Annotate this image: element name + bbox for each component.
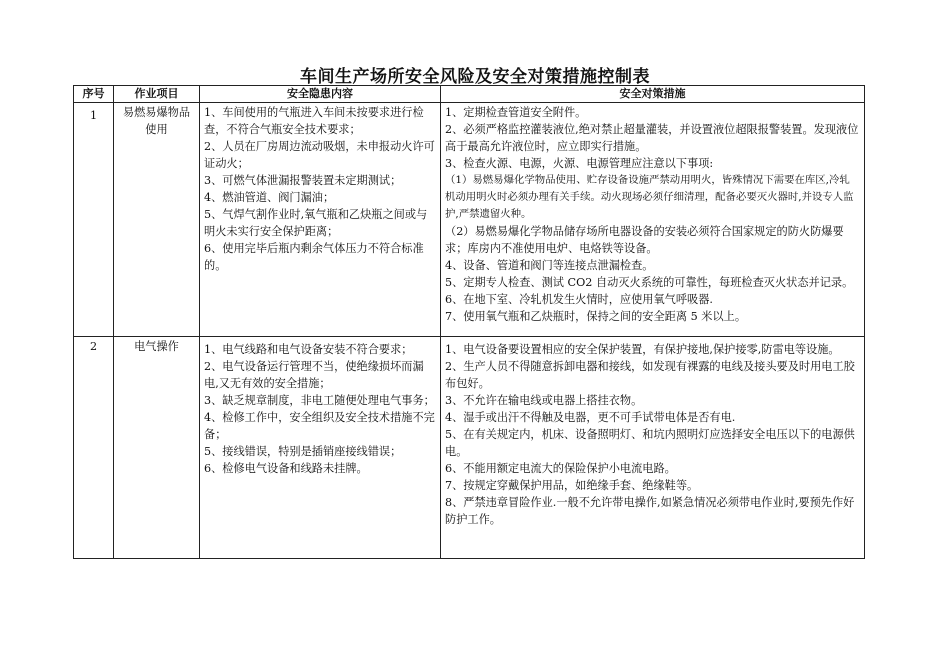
measure-line: 6、不能用额定电流大的保险保护小电流电路。: [445, 462, 676, 475]
row-no: 2: [74, 337, 114, 559]
hazard-line: 3、缺乏规章制度，非电工随便处理电气事务；: [204, 394, 435, 407]
table-row: [74, 103, 865, 337]
measure-line: （2）易燃易爆化学物品储存场所电器设备的安装必须符合国家规定的防火防爆要求；库房内不准使用电炉、电烙铁等设备。: [445, 225, 844, 255]
hazard-line: 2、电气设备运行管理不当，使绝缘损坏而漏电,又无有效的安全措施；: [204, 360, 424, 390]
control-table: [73, 85, 865, 559]
measure-line: 3、检查火源、电源，火源、电源管理应注意以下事项:: [445, 157, 714, 170]
measure-line: 8、严禁违章冒险作业.一般不允许带电操作,如紧急情况必须带电作业时,要预先作好防护工作。: [445, 496, 855, 526]
header-no: 序号: [74, 86, 114, 103]
hazard-line: 4、燃油管道、阀门漏油；: [204, 191, 335, 204]
hazard-line: 6、检修电气设备和线路未挂牌。: [204, 462, 368, 475]
measure-line: 3、不允许在输电线或电器上搭挂衣物。: [445, 394, 643, 407]
hazard-line: 5、气焊气割作业时,氧气瓶和乙炔瓶之间或与明火未实行安全保护距离；: [204, 208, 428, 238]
header-item: 作业项目: [114, 86, 200, 103]
hazard-line: 5、接线错误，特别是插销座接线错误；: [204, 445, 402, 458]
measure-line: 2、生产人员不得随意拆卸电器和接线，如发现有裸露的电线及接头要及时用电工胶布包好。: [445, 360, 855, 390]
row-measures: [441, 337, 865, 559]
hazard-line: 1、电气线路和电气设备安装不符合要求；: [204, 343, 413, 356]
measure-line: 7、使用氧气瓶和乙炔瓶时，保持之间的安全距离 5 米以上。: [445, 310, 747, 323]
measure-line: 1、电气设备要设置相应的安全保护装置，有保护接地,保护接零,防雷电等设施。: [445, 343, 840, 356]
hazard-line: 2、人员在厂房周边流动吸烟，未申报动火许可证动火；: [204, 140, 435, 170]
measure-line: 7、按规定穿戴保护用品，如绝缘手套、绝缘鞋等。: [445, 479, 699, 492]
measure-line: 5、在有关规定内，机床、设备照明灯、和坑内照明灯应选择安全电压以下的电源供电。: [445, 428, 855, 458]
hazard-line: 6、使用完毕后瓶内剩余气体压力不符合标准的。: [204, 242, 424, 272]
table-row: [74, 337, 865, 559]
hazard-line: 1、车间使用的气瓶进入车间未按要求进行检查，不符合气瓶安全技术要求；: [204, 106, 424, 136]
row-item: 易燃易爆物品使用: [114, 103, 200, 337]
table-header-row: [74, 86, 865, 103]
measure-line: 1、定期检查管道安全附件。: [445, 106, 587, 119]
measure-line: 2、必须严格监控灌装液位,绝对禁止超量灌装，并设置液位超限报警装置。发现液位高于最高允许液位时，应立即实行措施。: [445, 123, 859, 153]
header-hazards: 安全隐患内容: [200, 86, 441, 103]
measure-line: 4、设备、管道和阀门等连接点泄漏检查。: [445, 259, 654, 272]
row-measures: [441, 103, 865, 337]
row-no: 1: [74, 103, 114, 337]
measure-line: 5、定期专人检查、测试 CO2 自动灭火系统的可靠性，每班检查灭火状态并记录。: [445, 276, 854, 289]
row-item: 电气操作: [114, 337, 200, 559]
hazard-line: 4、检修工作中，安全组织及安全技术措施不完备；: [204, 411, 435, 441]
header-measures: 安全对策措施: [441, 86, 865, 103]
hazard-line: 3、可燃气体泄漏报警装置未定期测试；: [204, 174, 402, 187]
measure-line: 4、湿手或出汗不得触及电器，更不可手试带电体是否有电.: [445, 411, 736, 424]
measure-line: 6、在地下室、冷轧机发生火情时，应使用氧气呼吸器.: [445, 293, 713, 306]
row-hazards: [200, 103, 441, 337]
measure-line: （1）易燃易爆化学物品使用、贮存设备设施严禁动用明火，皆殊情况下需要在库区,冷轧机动用明火时必须办理有关手续。动火现场必须仔细清理，配备必要灭火器时,并设专人监护,严禁遗留火种。: [445, 174, 854, 220]
row-hazards: [200, 337, 441, 559]
document-title: 车间生产场所安全风险及安全对策措施控制表: [300, 67, 650, 87]
